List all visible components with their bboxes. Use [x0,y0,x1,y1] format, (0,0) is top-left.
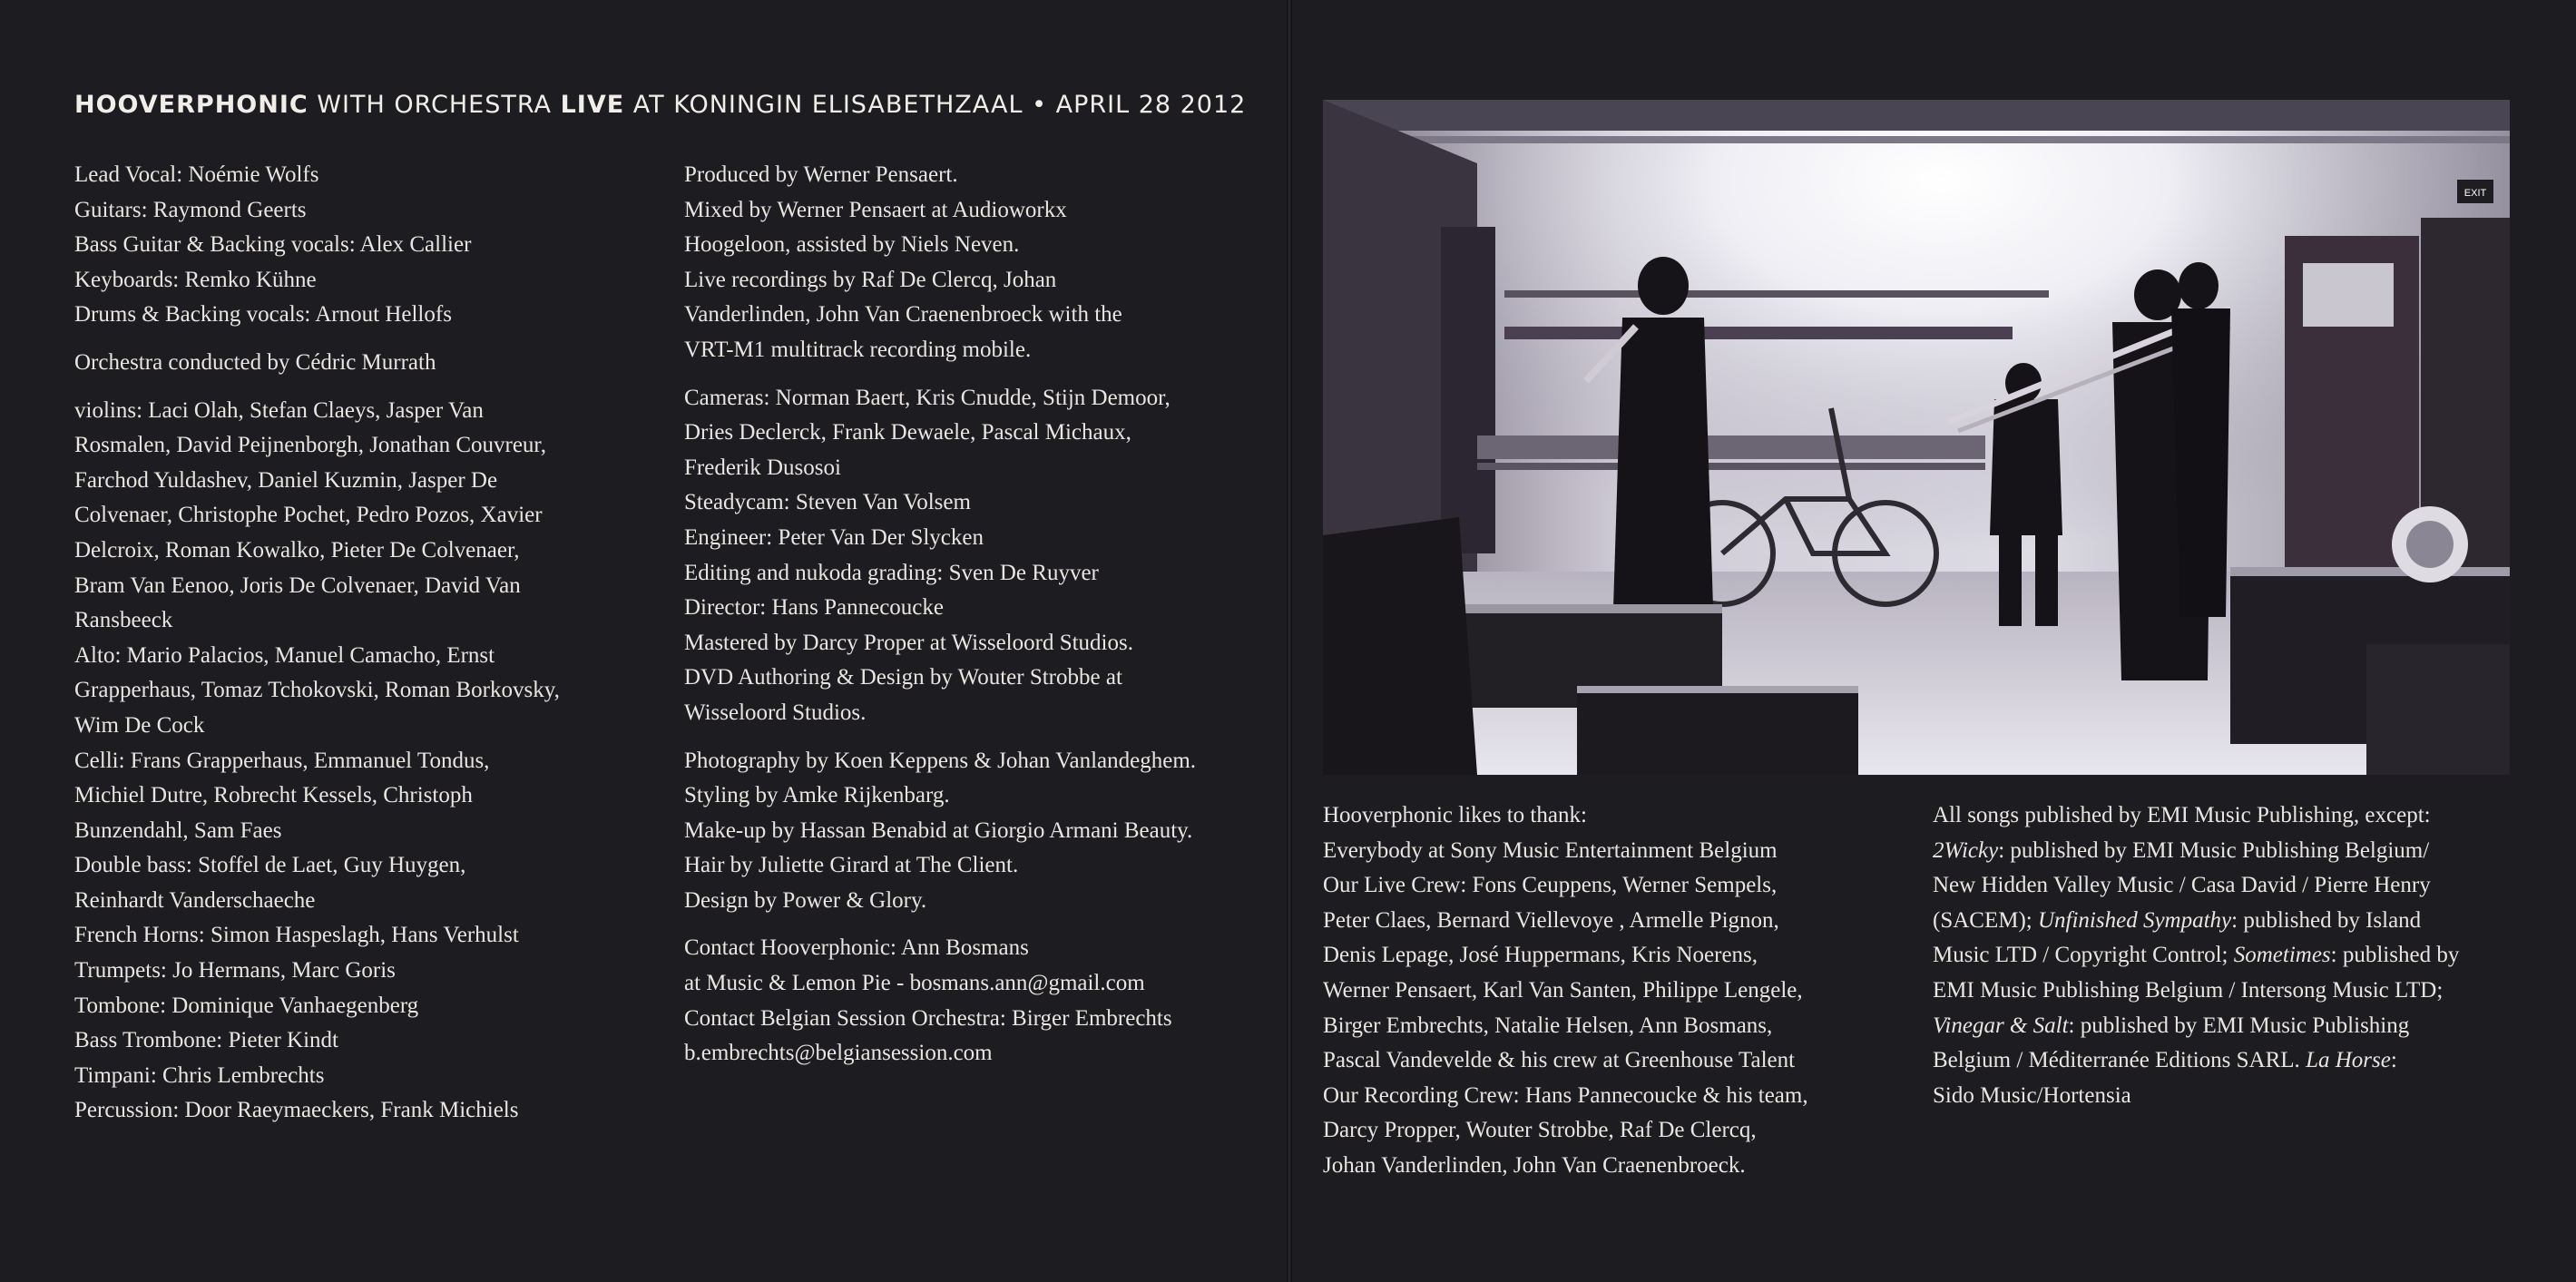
credit-line: Percussion: Door Raeymaeckers, Frank Michiels [74,1098,519,1123]
credit-line: Photography by Koen Keppens & Johan Vanlandeghem. [684,748,1197,773]
credit-line: Steadycam: Steven Van Volsem [684,490,971,515]
publishing-line: EMI Music Publishing Belgium / Intersong Music LTD; [1933,977,2444,1003]
credit-line: Guitars: Raymond Geerts [74,197,307,222]
credit-line: Engineer: Peter Van Der Slycken [684,524,984,550]
contact-block [684,931,1274,1071]
credit-line: Everybody at Sony Music Entertainment Belgium [1323,837,1778,863]
concert-title [74,91,1272,119]
credit-line: Mastered by Darcy Proper at Wisseloord Studios. [684,630,1133,655]
credit-line: Denis Lepage, José Huppermans, Kris Noerens, [1323,943,1758,968]
credit-line: Celli: Frans Grapperhaus, Emmanuel Tondus, [74,748,490,773]
song-title: Unfinished Sympathy [2037,907,2232,933]
band-name: HOOVERPHONIC [74,91,309,119]
credit-line: Pascal Vandevelde & his crew at Greenhouse Talent [1323,1048,1796,1073]
credit-line: Editing and nukoda grading: Sven De Ruyver [684,560,1099,585]
credit-line: Bunzendahl, Sam Faes [74,817,282,843]
credit-line: Dries Declerck, Frank Dewaele, Pascal Michaux, [684,420,1131,445]
song-title: La Horse [2306,1048,2391,1073]
publishing-line: All songs published by EMI Music Publishing, except: [1933,803,2431,827]
credit-line: Trumpets: Jo Hermans, Marc Goris [74,958,396,984]
publishing-text: Belgium / Méditerranée Editions SARL. [1933,1048,2307,1073]
credit-line: Ransbeeck [74,608,173,633]
backstage-photo [1323,100,2510,775]
title-with: WITH ORCHESTRA [317,91,552,119]
credit-line: Reinhardt Vanderschaeche [74,887,316,913]
credit-line: Bram Van Eenoo, Joris De Colvenaer, David Van [74,572,521,598]
credit-line: Drums & Backing vocals: Arnout Hellofs [74,302,452,328]
credit-line: Hoogeloon, assisted by Niels Neven. [684,232,1020,258]
title-venue: AT KONINGIN ELISABETHZAAL • APRIL 28 2012 [632,91,1247,119]
publishing-line [1933,938,2513,974]
publishing-line [1933,904,2513,939]
publishing-text: Music LTD / Copyright Control; [1933,943,2234,968]
publishing-text: : published by Island [2231,907,2422,933]
credit-line: Design by Power & Glory. [684,887,927,913]
credit-line: Tombone: Dominique Vanhaegenberg [74,993,419,1018]
song-title: Sometimes [2233,943,2331,968]
credit-line: French Horns: Simon Haspeslagh, Hans Verhulst [74,923,519,948]
credit-line: Bass Guitar & Backing vocals: Alex Callier [74,232,472,258]
credit-line: Wim De Cock [74,712,205,738]
credit-line: Contact Belgian Session Orchestra: Birger Embrechts [684,1005,1172,1031]
credit-line: Colvenaer, Christophe Pochet, Pedro Pozos, Xavier [74,503,543,528]
credit-line: Keyboards: Remko Kühne [74,267,317,292]
credit-line: Our Recording Crew: Hans Pannecoucke & his team, [1323,1082,1808,1108]
credit-line: Mixed by Werner Pensaert at Audioworkx [684,197,1067,222]
contact-email-line: b.embrechts@belgiansession.com [684,1041,993,1066]
title-live: LIVE [560,91,625,119]
credit-line: violins: Laci Olah, Stefan Claeys, Jasper Van [74,397,484,423]
credit-line: Live recordings by Raf De Clercq, Johan [684,267,1057,292]
credit-line: Darcy Propper, Wouter Strobbe, Raf De Clercq, [1323,1118,1757,1143]
credit-line: Peter Claes, Bernard Viellevoye , Armelle Pignon, [1323,907,1779,933]
credit-line: Wisseloord Studios. [684,700,867,725]
video-block [684,381,1274,731]
song-title: Vinegar & Salt [1933,1013,2069,1038]
credit-line: Delcroix, Roman Kowalko, Pieter De Colvenaer, [74,537,520,563]
credit-line: Frederik Dusosoi [684,455,841,480]
publishing-line [1933,834,2513,869]
production-credits [684,158,1274,1084]
credit-line: Birger Embrechts, Natalie Helsen, Ann Bosmans, [1323,1013,1773,1038]
credit-line: Double bass: Stoffel de Laet, Guy Huygen, [74,853,466,878]
credit-line: Our Live Crew: Fons Ceuppens, Werner Sempels, [1323,873,1778,898]
visual-block [684,744,1274,919]
publishing-text: : [2390,1048,2397,1073]
credit-line: Timpani: Chris Lembrechts [74,1062,325,1088]
exit-sign: EXIT [2463,188,2487,199]
thanks-heading: Hooverphonic likes to thank: [1323,803,1587,827]
publishing-text: : published by EMI Music Publishing [2068,1013,2410,1038]
credit-line: Vanderlinden, John Van Craenenbroeck with the [684,302,1122,328]
credit-line: Hair by Juliette Girard at The Client. [684,853,1019,878]
credit-line: Orchestra conducted by Cédric Murrath [74,349,436,375]
credit-line: Alto: Mario Palacios, Manuel Camacho, Ernst [74,642,495,668]
conductor-credit [74,346,655,381]
left-page [0,0,1287,1282]
credit-line: Johan Vanderlinden, John Van Craenenbroeck. [1323,1152,1746,1178]
publishing-line: Sido Music/Hortensia [1933,1082,2131,1108]
credit-line: Director: Hans Pannecoucke [684,595,944,621]
credit-line: DVD Authoring & Design by Wouter Strobbe at [684,665,1122,690]
credit-line: Lead Vocal: Noémie Wolfs [74,162,319,187]
credit-line: Make-up by Hassan Benabid at Giorgio Armani Beauty. [684,817,1193,843]
credit-line: Farchod Yuldashev, Daniel Kuzmin, Jasper De [74,467,498,493]
band-members [74,158,655,333]
thank-you-credits [1323,798,1913,1184]
production-block [684,158,1274,368]
credit-line: Contact Hooverphonic: Ann Bosmans [684,935,1029,961]
publishing-line: New Hidden Valley Music / Casa David / Pierre Henry [1933,873,2431,898]
publishing-text: : published by EMI Music Publishing Belgium/ [1998,837,2430,863]
credit-line: Grapperhaus, Tomaz Tchokovski, Roman Borkovsky, [74,678,560,703]
credit-line: Cameras: Norman Baert, Kris Cnudde, Stijn Demoor, [684,385,1170,410]
credit-line: Styling by Amke Rijkenbarg. [684,783,950,808]
credit-line: Produced by Werner Pensaert. [684,162,958,187]
publishing-credits [1933,798,2513,1113]
publishing-line [1933,1043,2513,1079]
credit-line: Rosmalen, David Peijnenborgh, Jonathan Couvreur, [74,433,546,458]
musician-credits [74,158,655,1141]
orchestra-credits [74,394,655,1129]
contact-email-line: at Music & Lemon Pie - bosmans.ann@gmail.com [684,971,1145,996]
credit-line: Werner Pensaert, Karl Van Santen, Philippe Lengele, [1323,977,1803,1003]
publishing-line [1933,1009,2513,1044]
publishing-text: : published by [2330,943,2460,968]
credit-line: Michiel Dutre, Robrecht Kessels, Christoph [74,783,473,808]
song-title: 2Wicky [1933,837,1999,863]
credit-line: Bass Trombone: Pieter Kindt [74,1028,338,1053]
publishing-text: (SACEM); [1933,907,2038,933]
credit-line: VRT-M1 multitrack recording mobile. [684,337,1032,362]
